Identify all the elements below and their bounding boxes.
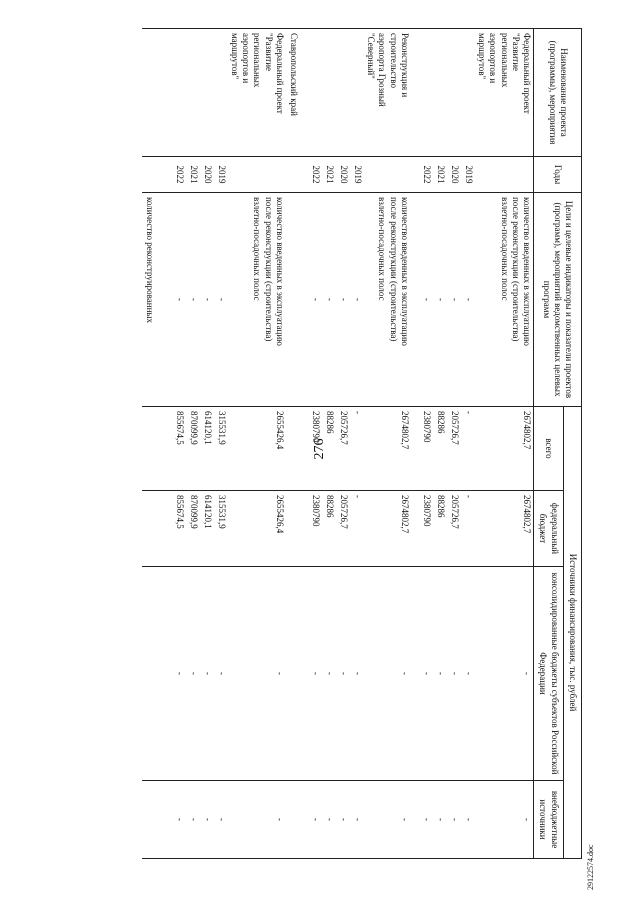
goal-description: количество введенных в эксплуатацию после реконструкции (строительства) взлетно-посадочных полос: [228, 193, 286, 407]
federal-cell: 2380790: [308, 491, 322, 567]
region-label: Ставропольский край: [286, 29, 300, 157]
year-cell: 2019: [461, 157, 475, 193]
goal-cell: -: [308, 193, 322, 407]
extra-cell: -: [447, 781, 461, 859]
regional-cell: -: [200, 567, 214, 781]
table-row: [433, 29, 447, 859]
header-extra: внебюджетные источники: [534, 781, 564, 859]
goal-cell: -: [461, 193, 475, 407]
federal-cell: 2655426,4: [228, 491, 286, 567]
extra-cell: -: [308, 781, 322, 859]
total-cell: 88286: [433, 407, 447, 491]
table-row: [364, 29, 411, 859]
year-cell: 2022: [308, 157, 322, 193]
total-cell: 315531,9: [214, 407, 228, 491]
table-row: [172, 29, 186, 859]
year-cell: 2021: [186, 157, 200, 193]
goal-description: количество введенных в эксплуатацию после реконструкции (строительства) взлетно-посадочных полос: [364, 193, 411, 407]
extra-cell: -: [475, 781, 534, 859]
table-row: [322, 29, 336, 859]
header-sources: Источники финансирования, тыс. рублей: [563, 407, 581, 859]
header-regional: консолидированные бюджеты субъектов Российской Федерации: [534, 567, 564, 781]
year-cell: 2021: [322, 157, 336, 193]
table-row: [308, 29, 322, 859]
federal-cell: 2380790: [419, 491, 433, 567]
total-cell: 88286: [322, 407, 336, 491]
year-cell: 2020: [336, 157, 350, 193]
goal-cell: -: [419, 193, 433, 407]
table-row: [186, 29, 200, 859]
table-row: [228, 29, 286, 859]
table-row: [214, 29, 228, 859]
goal-description: количество реконструированных: [142, 193, 156, 407]
header-name: Наименование проекта (программы), мероприятия: [534, 29, 582, 157]
extra-cell: -: [350, 781, 364, 859]
regional-cell: -: [214, 567, 228, 781]
regional-cell: -: [308, 567, 322, 781]
total-cell: 855674,5: [172, 407, 186, 491]
project-name: Реконструкция и строительство аэропорта Грозный "Северный": [364, 29, 411, 157]
federal-cell: 205726,7: [336, 491, 350, 567]
regional-cell: -: [364, 567, 411, 781]
extra-cell: -: [186, 781, 200, 859]
goal-cell: -: [447, 193, 461, 407]
federal-cell: 855674,5: [172, 491, 186, 567]
project-name: Федеральный проект "Развитие региональных аэропортов и маршрутов": [475, 29, 534, 157]
extra-cell: -: [461, 781, 475, 859]
total-cell: 2380790: [308, 407, 322, 491]
total-cell: 2655426,4: [228, 407, 286, 491]
year-cell: 2019: [350, 157, 364, 193]
year-cell: 2020: [200, 157, 214, 193]
goal-cell: -: [322, 193, 336, 407]
total-cell: 870099,9: [186, 407, 200, 491]
total-cell: 2380790: [419, 407, 433, 491]
federal-cell: -: [350, 491, 364, 567]
header-goals: Цели и целевые индикаторы и показатели проектов (программ), мероприятий ведомственных целевых программ: [534, 193, 582, 407]
federal-cell: 614120,1: [200, 491, 214, 567]
table-row: [475, 29, 534, 859]
year-cell: 2022: [419, 157, 433, 193]
extra-cell: -: [228, 781, 286, 859]
table-row: [419, 29, 433, 859]
table-row: [142, 29, 156, 859]
goal-cell: -: [336, 193, 350, 407]
federal-cell: 2674802,7: [475, 491, 534, 567]
extra-cell: -: [322, 781, 336, 859]
extra-cell: -: [336, 781, 350, 859]
regional-cell: -: [172, 567, 186, 781]
regional-cell: -: [433, 567, 447, 781]
total-cell: 2674802,7: [475, 407, 534, 491]
extra-cell: -: [364, 781, 411, 859]
extra-cell: -: [172, 781, 186, 859]
total-cell: 614120,1: [200, 407, 214, 491]
table-row: [461, 29, 475, 859]
year-cell: 2019: [214, 157, 228, 193]
federal-cell: 315531,9: [214, 491, 228, 567]
year-cell: 2021: [433, 157, 447, 193]
regional-cell: -: [336, 567, 350, 781]
extra-cell: -: [214, 781, 228, 859]
financing-table: [142, 28, 582, 859]
regional-cell: -: [475, 567, 534, 781]
federal-cell: 88286: [433, 491, 447, 567]
federal-cell: 2674802,7: [364, 491, 411, 567]
regional-cell: -: [186, 567, 200, 781]
goal-description: количество введенных в эксплуатацию после реконструкции (строительства) взлетно-посадочных полос: [475, 193, 534, 407]
regional-cell: -: [461, 567, 475, 781]
goal-cell: -: [214, 193, 228, 407]
regional-cell: -: [447, 567, 461, 781]
year-cell: 2022: [172, 157, 186, 193]
regional-cell: -: [419, 567, 433, 781]
regional-cell: -: [350, 567, 364, 781]
year-cell: 2020: [447, 157, 461, 193]
goal-cell: -: [350, 193, 364, 407]
extra-cell: -: [433, 781, 447, 859]
header-years: Годы: [534, 157, 582, 193]
table-row: [286, 29, 300, 859]
federal-cell: -: [461, 491, 475, 567]
regional-cell: -: [322, 567, 336, 781]
header-total: всего: [534, 407, 564, 491]
goal-cell: -: [186, 193, 200, 407]
total-cell: -: [461, 407, 475, 491]
goal-cell: -: [433, 193, 447, 407]
project-name: Федеральный проект "Развитие региональных аэропортов и маршрутов": [228, 29, 286, 157]
federal-cell: 870099,9: [186, 491, 200, 567]
goal-cell: -: [172, 193, 186, 407]
page-number: 276: [312, 438, 327, 460]
extra-cell: -: [200, 781, 214, 859]
document-code: 29122574.doc: [586, 844, 595, 890]
total-cell: 205726,7: [447, 407, 461, 491]
table-row: [200, 29, 214, 859]
regional-cell: -: [228, 567, 286, 781]
total-cell: -: [350, 407, 364, 491]
table-row: [447, 29, 461, 859]
goal-cell: -: [200, 193, 214, 407]
federal-cell: 88286: [322, 491, 336, 567]
total-cell: 205726,7: [336, 407, 350, 491]
total-cell: 2674802,7: [364, 407, 411, 491]
federal-cell: 205726,7: [447, 491, 461, 567]
extra-cell: -: [419, 781, 433, 859]
header-federal: федеральный бюджет: [534, 491, 564, 567]
table-row: [350, 29, 364, 859]
table-row: [336, 29, 350, 859]
